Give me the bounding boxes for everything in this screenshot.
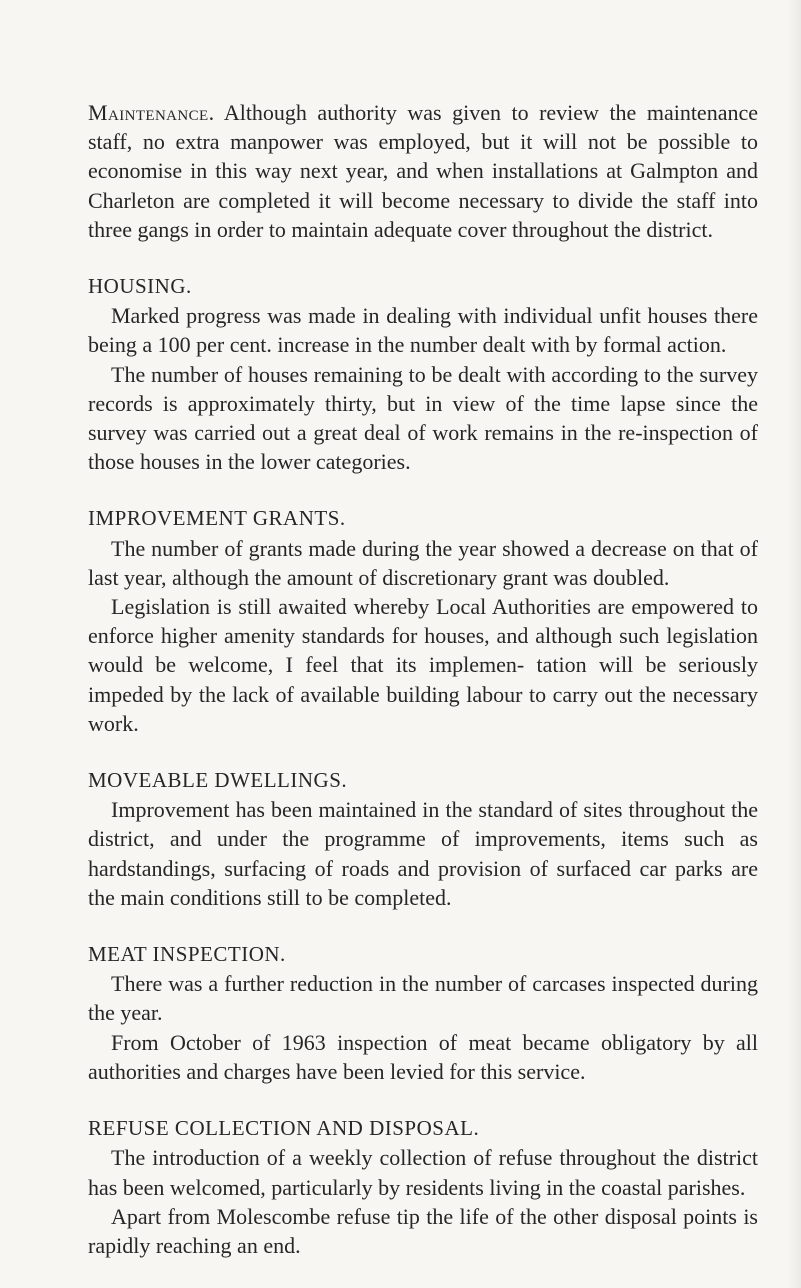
section-heading: IMPROVEMENT GRANTS. bbox=[88, 506, 346, 531]
section-moveable-dwellings bbox=[88, 766, 758, 912]
section-paragraph: Marked progress was made in dealing with individual unfit houses there being a 100 per cent. increase in the number dealt with by formal action. bbox=[88, 303, 758, 358]
section-gap bbox=[88, 912, 758, 940]
section-heading: REFUSE COLLECTION AND DISPOSAL. bbox=[88, 1116, 480, 1141]
section-gap bbox=[88, 476, 758, 504]
section-paragraph: The number of grants made during the year showed a decrease on that of last year, although the amount of discretionary grant was doubled. bbox=[88, 535, 758, 590]
section-gap bbox=[88, 1086, 758, 1114]
section-heading: HOUSING. bbox=[88, 274, 192, 299]
section-paragraph: Apart from Molescombe refuse tip the life of the other disposal points is rapidly reaching an end. bbox=[88, 1203, 758, 1258]
section-paragraph: The introduction of a weekly collection of refuse throughout the district has been welcomed, particularly by residents living in the coastal parishes. bbox=[88, 1145, 758, 1200]
section-gap bbox=[88, 738, 758, 766]
section-improvement-grants bbox=[88, 504, 758, 738]
section-housing bbox=[88, 272, 758, 476]
section-gap bbox=[88, 244, 758, 272]
section-heading: MOVEABLE DWELLINGS. bbox=[88, 768, 348, 793]
maintenance-paragraph bbox=[88, 98, 758, 244]
page-edge-shadow bbox=[787, 0, 801, 1288]
document-body bbox=[88, 98, 758, 1260]
section-paragraph: Improvement has been maintained in the standard of sites throughout the district, and under the programme of improvements, items such as hardstandings, surfacing of roads and provision of surfaced car parks are the main conditions still to be completed. bbox=[88, 797, 758, 910]
section-paragraph: The number of houses remaining to be dealt with according to the survey records is approximately thirty, but in view of the time lapse since the survey was carried out a great deal of work remains in the re-inspection of those houses in the lower categories. bbox=[88, 361, 758, 475]
maintenance-text: Although authority was given to review the maintenance staff, no extra manpower was employed, but it will not be possible to economise in this way next year, and when installations at Galmpton and Charleton are completed it will become necessary to divide the staff into three gangs in order to maintain adequate cover throughout the district. bbox=[88, 100, 758, 242]
section-meat-inspection bbox=[88, 940, 758, 1086]
section-heading: MEAT INSPECTION. bbox=[88, 942, 286, 967]
section-refuse-collection bbox=[88, 1114, 758, 1260]
maintenance-lead: Maintenance. bbox=[88, 100, 215, 125]
section-paragraph: There was a further reduction in the number of carcases inspected during the year. bbox=[88, 971, 758, 1026]
section-paragraph: Legislation is still awaited whereby Local Authorities are empowered to enforce higher amenity standards for houses, and although such legislation would be welcome, I feel that its implemen- tation will be seriously impeded by the lack of available building labour to carry out the necessary work. bbox=[88, 594, 758, 736]
section-paragraph: From October of 1963 inspection of meat became obligatory by all authorities and charges have been levied for this service. bbox=[88, 1029, 758, 1084]
